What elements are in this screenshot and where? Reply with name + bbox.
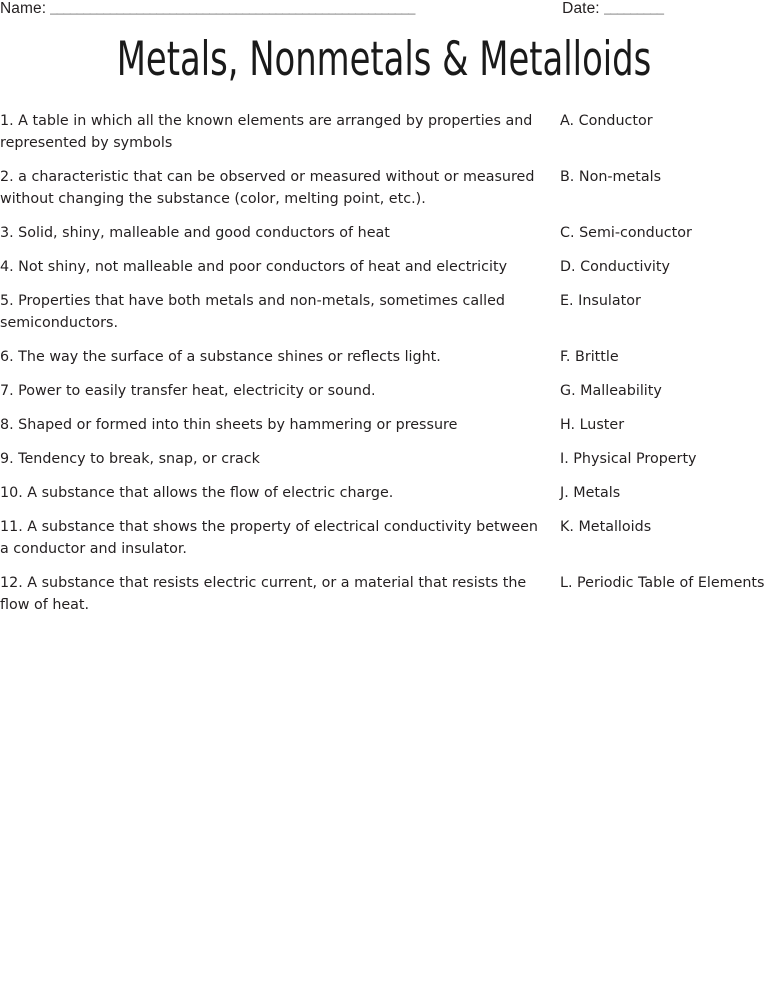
answer-choice[interactable]: J. Metals — [560, 485, 621, 501]
name-write-in-line[interactable]: _______________________________________________________ — [50, 0, 415, 15]
answer-choice[interactable]: E. Insulator — [560, 293, 641, 309]
matching-row — [0, 222, 768, 244]
question-item[interactable]: 8. Shaped or formed into thin sheets by hammering or pressure — [0, 417, 458, 433]
matching-row — [0, 448, 768, 470]
matching-row — [0, 256, 768, 278]
question-item[interactable]: 11. A substance that shows the property of electrical conductivity between a conductor and insulator. — [0, 519, 538, 557]
matching-row — [0, 110, 768, 154]
question-item[interactable]: 9. Tendency to break, snap, or crack — [0, 451, 260, 467]
matching-row — [0, 380, 768, 402]
matching-row — [0, 414, 768, 436]
answer-choice[interactable]: A. Conductor — [560, 113, 653, 129]
matching-row — [0, 516, 768, 560]
question-item[interactable]: 7. Power to easily transfer heat, electricity or sound. — [0, 383, 376, 399]
answer-choice[interactable]: I. Physical Property — [560, 451, 697, 467]
page-title: Metals, Nonmetals & Metalloids — [116, 32, 652, 87]
question-item[interactable]: 4. Not shiny, not malleable and poor conductors of heat and electricity — [0, 259, 508, 275]
question-item[interactable]: 5. Properties that have both metals and non-metals, sometimes called semiconductors. — [0, 293, 505, 331]
answer-choice[interactable]: H. Luster — [560, 417, 625, 433]
answer-choice[interactable]: F. Brittle — [560, 349, 619, 365]
question-item[interactable]: 3. Solid, shiny, malleable and good conductors of heat — [0, 225, 390, 241]
answer-choice[interactable]: K. Metalloids — [560, 519, 652, 535]
answer-choice[interactable]: C. Semi-conductor — [560, 225, 692, 241]
matching-row — [0, 290, 768, 334]
answer-choice[interactable]: L. Periodic Table of Elements — [560, 575, 765, 591]
date-label: Date: — [562, 0, 600, 17]
question-item[interactable]: 2. a characteristic that can be observed or measured without or measured without changing the substance (color, melting point, etc.). — [0, 169, 535, 207]
matching-exercise — [0, 110, 768, 616]
matching-row — [0, 572, 768, 616]
question-item[interactable]: 10. A substance that allows the flow of electric charge. — [0, 485, 394, 501]
answer-choice[interactable]: G. Malleability — [560, 383, 662, 399]
name-label: Name: — [0, 0, 47, 17]
matching-row — [0, 346, 768, 368]
date-write-in-line[interactable]: _________ — [603, 0, 664, 15]
matching-row — [0, 482, 768, 504]
question-item[interactable]: 12. A substance that resists electric current, or a material that resists the flow of heat. — [0, 575, 527, 613]
question-item[interactable]: 6. The way the surface of a substance shines or reflects light. — [0, 349, 441, 365]
matching-row — [0, 166, 768, 210]
answer-choice[interactable]: B. Non-metals — [560, 169, 662, 185]
answer-choice[interactable]: D. Conductivity — [560, 259, 670, 275]
name-date-header — [0, 0, 768, 26]
question-item[interactable]: 1. A table in which all the known elements are arranged by properties and represented by symbols — [0, 113, 533, 151]
